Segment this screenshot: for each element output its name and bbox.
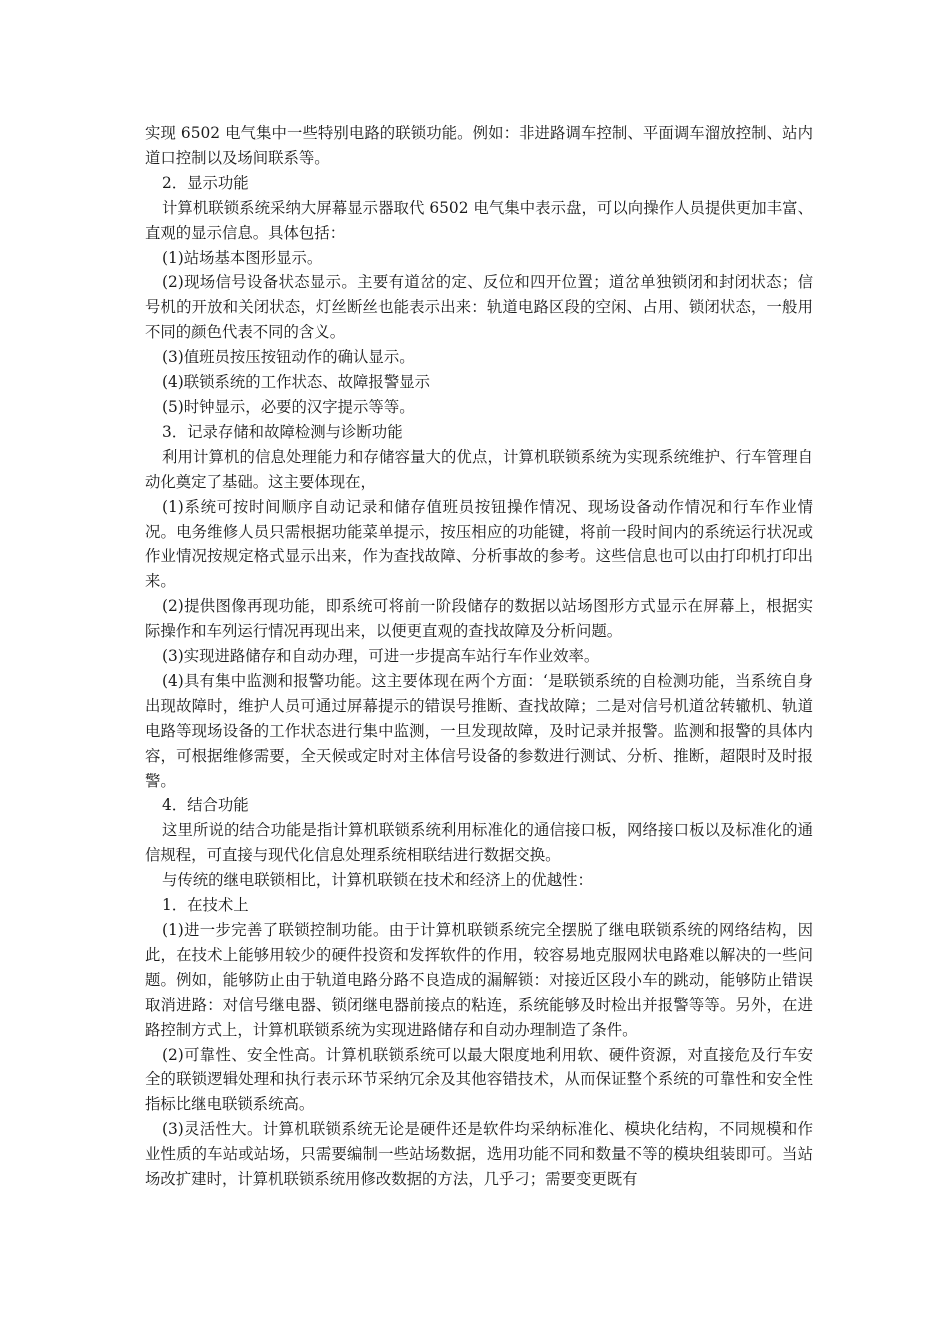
list-item: (4)联锁系统的工作状态、故障报警显示 [161, 373, 430, 392]
list-item: (3)实现进路储存和自动办理，可进一步提高车站行车作业效率。 [161, 647, 600, 666]
paragraph: 与传统的继电联锁相比，计算机联锁在技术和经济上的优越性： [161, 871, 593, 890]
list-item: (5)时钟显示，必要的汉字提示等等。 [161, 397, 415, 416]
list-item: (1)进一步完善了联锁控制功能。由于计算机联锁系统完全摆脱了继电联锁系统的网络结构，因此，在技术上能够用较少的硬件投资和发挥软件的作用，较容易地克服网状电路难以解决的一些问题。例如，能够防止由于轨道电路分路不良造成的漏解锁：对接近区段小车的跳动，能够防止错误取消进路：对信号继电器、锁闭继电器前接点的粘连，系统能够及时检出并报警等等。另外，在进路控制方式上，计算机联锁系统为实现进路储存和自动办理制造了条件。 [145, 921, 813, 1039]
list-item: (3)灵活性大。计算机联锁系统无论是硬件还是软件均采纳标准化、模块化结构，不同规模和作业性质的车站或站场，只需要编制一些站场数据，选用功能不同和数量不等的模块组装即可。当站场改扩建时，计算机联锁系统用修改数据的方法，几乎刁；需要变更既有 [145, 1120, 813, 1189]
section-heading: 2．显示功能 [161, 173, 249, 192]
paragraph: 实现 6502 电气集中一些特别电路的联锁功能。例如：非进路调车控制、平面调车溜放控制、站内道口控制以及场间联系等。 [145, 124, 813, 167]
section-heading: 3．记录存储和故障检测与诊断功能 [161, 422, 403, 441]
paragraph: 利用计算机的信息处理能力和存储容量大的优点，计算机联锁系统为实现系统维护、行车管理自动化奠定了基础。这主要体现在， [145, 447, 813, 491]
list-item: (1)系统可按时间顺序自动记录和储存值班员按钮操作情况、现场设备动作情况和行车作业情况。电务维修人员只需根据功能菜单提示，按压相应的功能键，将前一段时间内的系统运行状况或作业情况按规定格式显示出来，作为查找故障、分析事故的参考。这些信息也可以由打印机打印出来。 [145, 497, 813, 591]
list-item: (2)提供图像再现功能，即系统可将前一阶段储存的数据以站场图形方式显示在屏幕上，根据实际操作和车列运行情况再现出来，以便更直观的查找故障及分析问题。 [145, 597, 813, 641]
paragraph: 这里所说的结合功能是指计算机联锁系统利用标准化的通信接口板，网络接口板以及标准化的通信规程，可直接与现代化信息处理系统相联结进行数据交换。 [145, 821, 813, 865]
section-heading: 1．在技术上 [161, 896, 249, 915]
list-item: (1)站场基本图形显示。 [161, 248, 323, 267]
section-heading: 4．结合功能 [161, 796, 249, 815]
paragraph: 计算机联锁系统采纳大屏幕显示器取代 6502 电气集中表示盘，可以向操作人员提供更加丰富、直观的显示信息。具体包括： [145, 198, 813, 242]
list-item: (2)现场信号设备状态显示。主要有道岔的定、反位和四开位置；道岔单独锁闭和封闭状态；信号机的开放和关闭状态，灯丝断丝也能表示出来：轨道电路区段的空闲、占用、锁闭状态，一般用不同的颜色代表不同的含义。 [145, 273, 813, 342]
document-body [145, 121, 813, 1192]
list-item: (4)具有集中监测和报警功能。这主要体现在两个方面：‘是联锁系统的自检测功能，当系统自身出现故障时，维护人员可通过屏幕提示的错误号推断、查找故障；二是对信号机道岔转辙机、轨道电路等现场设备的工作状态进行集中监测，一旦发现故障，及时记录并报警。监测和报警的具体内容，可根据维修需要，全天候或定时对主体信号设备的参数进行测试、分析、推断，超限时及时报警。 [145, 671, 813, 790]
list-item: (2)可靠性、安全性高。计算机联锁系统可以最大限度地利用软、硬件资源，对直接危及行车安全的联锁逻辑处理和执行表示环节采纳冗余及其他容错技术，从而保证整个系统的可靠性和安全性指标比继电联锁系统高。 [145, 1045, 813, 1114]
list-item: (3)值班员按压按钮动作的确认显示。 [161, 348, 415, 367]
